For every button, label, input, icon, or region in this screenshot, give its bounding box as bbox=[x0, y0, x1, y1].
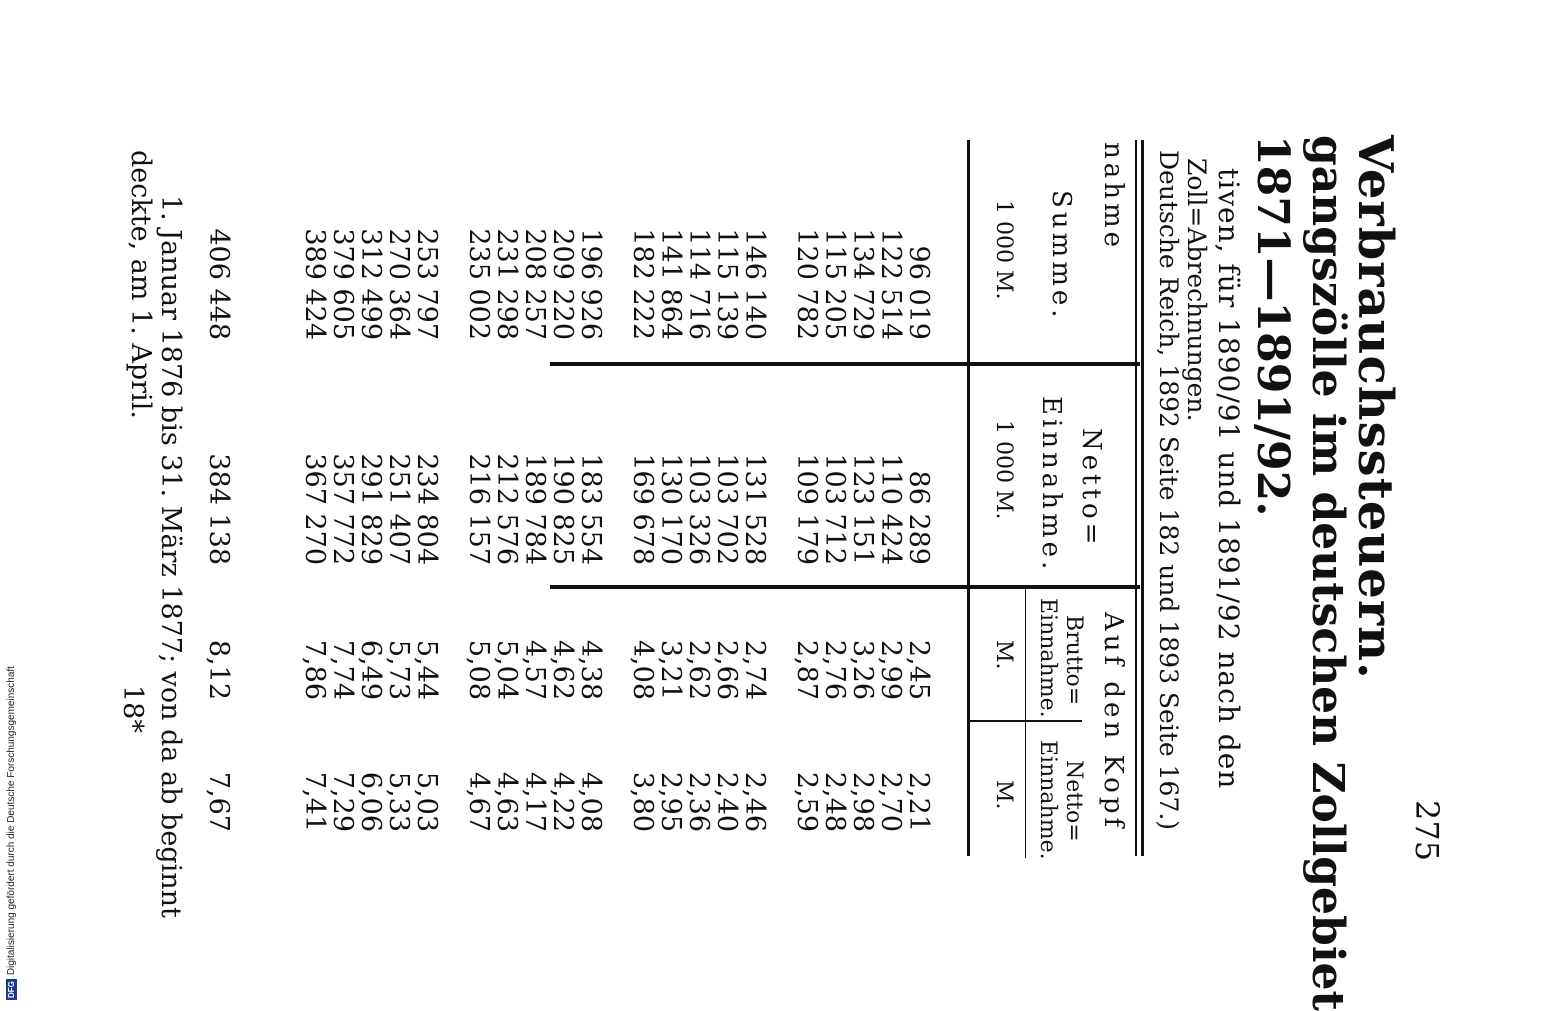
netto-kopf-cell: 4,17 bbox=[519, 771, 550, 832]
header-auf-den-kopf: Auf den Kopf bbox=[1098, 612, 1128, 832]
summe-cell: 209 220 bbox=[547, 228, 578, 340]
summe-cell: 120 782 bbox=[791, 228, 822, 340]
netto-cell: 110 424 bbox=[875, 453, 906, 565]
summe-cell: 96 019 bbox=[903, 245, 934, 340]
netto-cell: 103 712 bbox=[819, 453, 850, 565]
netto-kopf-cell: 2,36 bbox=[683, 771, 714, 832]
netto-kopf-cell: 6,06 bbox=[355, 771, 386, 832]
brutto-kopf-cell: 3,26 bbox=[847, 639, 878, 700]
brutto-kopf-cell: 5,73 bbox=[383, 639, 414, 700]
summe-cell: 182 222 bbox=[627, 228, 658, 340]
netto-cell: 131 528 bbox=[739, 453, 770, 565]
summe-cell: 114 716 bbox=[683, 228, 714, 340]
kopf-subheader-rule bbox=[1025, 587, 1026, 858]
netto-kopf-cell: 4,08 bbox=[575, 771, 606, 832]
netto-kopf-cell: 4,63 bbox=[491, 771, 522, 832]
header-brutto: Brutto= bbox=[1061, 615, 1086, 706]
brutto-kopf-cell: 2,62 bbox=[683, 639, 714, 700]
header-summe: Summe. bbox=[1046, 190, 1076, 322]
summe-cell: 122 514 bbox=[875, 228, 906, 340]
digitization-notice-text: Digitalisierung gefördert durch die Deutsche Forschungsgemeinschaft bbox=[5, 666, 17, 976]
netto-cell: 190 825 bbox=[547, 453, 578, 565]
brutto-kopf-cell: 2,74 bbox=[739, 639, 770, 700]
netto-kopf-cell: 2,40 bbox=[711, 771, 742, 832]
header-unit-summe: 1 000 M. bbox=[991, 200, 1016, 300]
summe-cell: 389 424 bbox=[299, 228, 330, 340]
summe-cell: 208 257 bbox=[519, 228, 550, 340]
netto-cell: 251 407 bbox=[383, 453, 414, 565]
brutto-kopf-cell: 2,45 bbox=[903, 639, 934, 700]
page-number: 275 bbox=[1408, 800, 1446, 862]
header-unit-netto-kopf: M. bbox=[991, 780, 1016, 810]
header-netto-einnahme: Einnahme. bbox=[1035, 740, 1060, 860]
summe-cell: 379 605 bbox=[327, 228, 358, 340]
column-divider-1 bbox=[550, 362, 1140, 366]
netto-kopf-cell: 2,98 bbox=[847, 771, 878, 832]
netto-cell: 109 179 bbox=[791, 453, 822, 565]
netto-kopf-cell: 4,67 bbox=[463, 771, 494, 832]
netto-kopf-cell: 2,95 bbox=[655, 771, 686, 832]
header-netto: Netto= bbox=[1076, 428, 1106, 549]
title-line-1: Verbrauchssteuern. bbox=[1347, 135, 1403, 680]
header-einnahme: Einnahme. bbox=[1036, 396, 1066, 574]
netto-kopf-cell: 2,21 bbox=[903, 771, 934, 832]
brutto-kopf-cell: 4,57 bbox=[519, 639, 550, 700]
netto-cell: 103 702 bbox=[711, 453, 742, 565]
netto-kopf-cell: 2,59 bbox=[791, 771, 822, 832]
netto-kopf-cell: 2,48 bbox=[819, 771, 850, 832]
brutto-kopf-cell: 4,38 bbox=[575, 639, 606, 700]
netto-kopf-cell: 2,70 bbox=[875, 771, 906, 832]
summe-cell: 146 140 bbox=[739, 228, 770, 340]
summe-cell: 312 499 bbox=[355, 228, 386, 340]
netto-kopf-cell: 4,22 bbox=[547, 771, 578, 832]
netto-kopf-cell: 7,41 bbox=[299, 771, 330, 832]
brutto-kopf-cell: 5,44 bbox=[411, 639, 442, 700]
header-nahme: nahme bbox=[1098, 142, 1128, 252]
netto-cell: 86 289 bbox=[903, 470, 934, 565]
netto-cell: 123 151 bbox=[847, 453, 878, 565]
subtitle-line-1: tiven, für 1890/91 und 1891/92 nach den bbox=[1212, 168, 1245, 790]
netto-cell: 130 170 bbox=[655, 453, 686, 565]
brutto-kopf-cell: 2,99 bbox=[875, 639, 906, 700]
footnote-line-2: deckte, am 1. April. bbox=[125, 150, 156, 419]
brutto-kopf-cell: 2,76 bbox=[819, 639, 850, 700]
summe-cell: 141 864 bbox=[655, 228, 686, 340]
summe-cell: 406 448 bbox=[203, 228, 234, 340]
summe-cell: 115 205 bbox=[819, 228, 850, 340]
signature-mark: 18* bbox=[117, 685, 148, 733]
netto-cell: 183 554 bbox=[575, 453, 606, 565]
netto-kopf-cell: 3,80 bbox=[627, 771, 658, 832]
header-netto-kopf: Netto= bbox=[1061, 760, 1086, 842]
brutto-kopf-cell: 4,08 bbox=[627, 639, 658, 700]
netto-cell: 189 784 bbox=[519, 453, 550, 565]
brutto-kopf-cell: 7,74 bbox=[327, 639, 358, 700]
netto-kopf-cell: 7,29 bbox=[327, 771, 358, 832]
summe-cell: 134 729 bbox=[847, 228, 878, 340]
title-line-2: gangszölle im deutschen Zollgebiet bbox=[1302, 135, 1353, 1011]
brutto-kopf-cell: 5,08 bbox=[463, 639, 494, 700]
footnote-line-1: 1. Januar 1876 bis 31. März 1877; von da ab beginnt bbox=[155, 195, 186, 918]
summe-cell: 235 002 bbox=[463, 228, 494, 340]
netto-cell: 212 576 bbox=[491, 453, 522, 565]
brutto-kopf-cell: 4,62 bbox=[547, 639, 578, 700]
summe-cell: 196 926 bbox=[575, 228, 606, 340]
netto-cell: 169 678 bbox=[627, 453, 658, 565]
netto-cell: 291 829 bbox=[355, 453, 386, 565]
header-unit-netto: 1 000 M. bbox=[991, 420, 1016, 520]
summe-cell: 270 364 bbox=[383, 228, 414, 340]
header-brutto-einnahme: Einnahme. bbox=[1035, 598, 1060, 718]
brutto-kopf-cell: 2,87 bbox=[791, 639, 822, 700]
title-line-3: 1871—1891/92. bbox=[1247, 135, 1298, 517]
table-header-rule bbox=[967, 140, 970, 856]
subtitle-line-3: Deutsche Reich, 1892 Seite 182 und 1893 Seite 167.) bbox=[1154, 150, 1183, 831]
brutto-kopf-cell: 8,12 bbox=[203, 639, 234, 700]
summe-cell: 253 797 bbox=[411, 228, 442, 340]
dfg-logo: DFG bbox=[6, 981, 16, 998]
netto-cell: 384 138 bbox=[203, 453, 234, 565]
subtitle-line-2: Zoll=Abrechnungen. bbox=[1182, 158, 1211, 422]
brutto-kopf-cell: 5,04 bbox=[491, 639, 522, 700]
summe-cell: 231 298 bbox=[491, 228, 522, 340]
table-top-rule bbox=[1141, 140, 1144, 856]
brutto-kopf-cell: 6,49 bbox=[355, 639, 386, 700]
netto-kopf-cell: 5,03 bbox=[411, 771, 442, 832]
column-divider-kopf bbox=[970, 720, 1082, 722]
netto-cell: 367 270 bbox=[299, 453, 330, 565]
netto-kopf-cell: 7,67 bbox=[203, 771, 234, 832]
netto-cell: 103 326 bbox=[683, 453, 714, 565]
brutto-kopf-cell: 3,21 bbox=[655, 639, 686, 700]
table-top-rule-thin bbox=[1135, 140, 1137, 856]
brutto-kopf-cell: 2,66 bbox=[711, 639, 742, 700]
header-unit-brutto-kopf: M. bbox=[991, 640, 1016, 670]
summe-cell: 115 139 bbox=[711, 228, 742, 340]
netto-cell: 357 772 bbox=[327, 453, 358, 565]
digitization-notice bbox=[0, 600, 22, 1000]
netto-cell: 234 804 bbox=[411, 453, 442, 565]
column-divider-2 bbox=[550, 585, 1140, 589]
brutto-kopf-cell: 7,86 bbox=[299, 639, 330, 700]
netto-cell: 216 157 bbox=[463, 453, 494, 565]
netto-kopf-cell: 2,46 bbox=[739, 771, 770, 832]
netto-kopf-cell: 5,33 bbox=[383, 771, 414, 832]
